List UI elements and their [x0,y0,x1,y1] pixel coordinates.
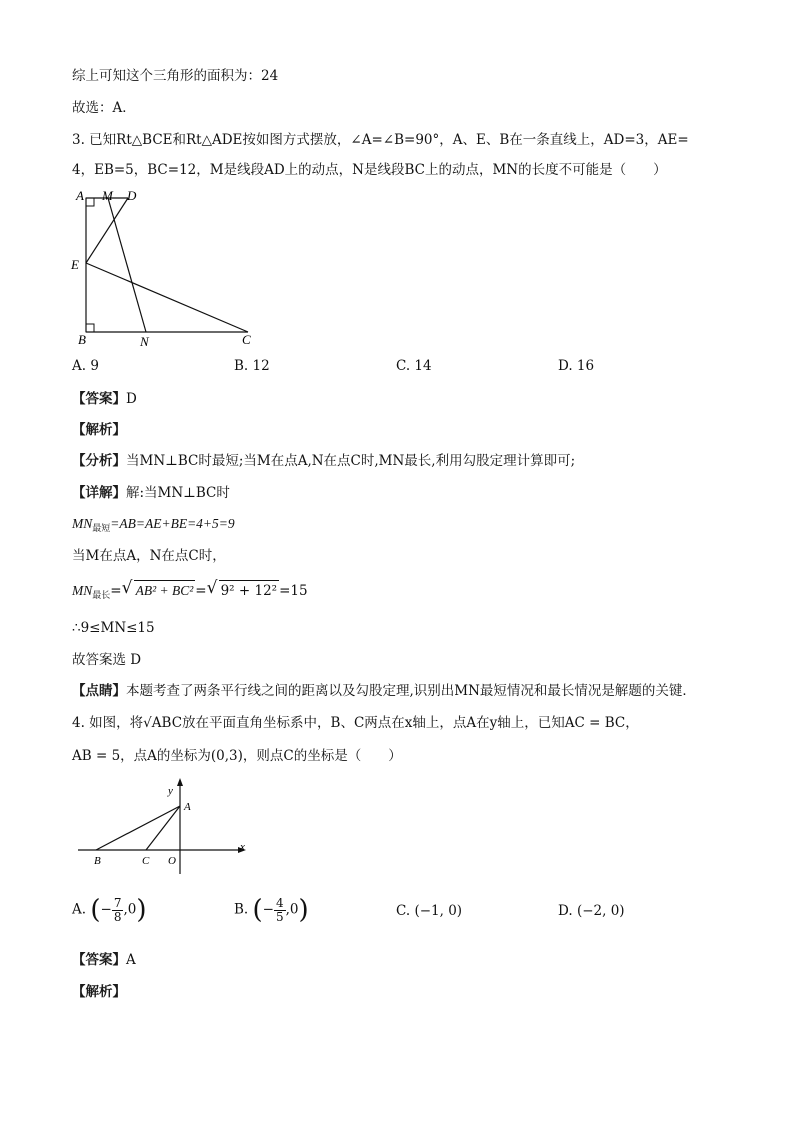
q3-label-c: C [242,332,251,347]
answer-value: D [126,391,137,407]
q4-option-b-den: 5 [275,909,284,924]
q4-option-d-value: (−2, 0) [576,903,625,919]
q4-option-b[interactable]: B. (− $\frac{4}{5}$ ,0) [234,895,309,925]
q4-option-b-label: B. [234,901,249,918]
q4-analysis-tag-text: 【解析】 [72,984,126,1000]
q4-option-b-sign: − [262,901,274,918]
fenxi-tag: 【分析】 [72,453,126,469]
xiangjie-text: 解:当MN⊥BC时 [126,485,230,501]
q3-dianjing [72,681,696,701]
q4-option-a-label: A. [72,901,87,918]
q4-option-a-den: 8 [113,909,122,924]
step1-sub: 最短 [92,524,111,534]
step1-right: =AB=AE+BE=4+5=9 [110,516,235,531]
q3-step1 [72,514,235,539]
q3-option-c[interactable]: C. 14 [396,358,432,374]
q3-label-a: A [76,188,84,203]
q3-option-b[interactable]: B. 12 [234,358,270,374]
q4-option-b-tail: ,0 [285,901,299,918]
xiangjie-tag: 【详解】 [72,485,126,501]
q4-option-b-num: 4 [275,895,284,910]
q4-answer [72,950,136,970]
q3-label-b: B [78,332,86,347]
q4-answer-tag: 【答案】 [72,952,126,968]
q4-option-a[interactable]: A. (− $\frac{7}{8}$ ,0) [72,895,147,925]
q3-step3: $MN_{最长}=$ √ AB² + BC² = √ 9² + 12² =15 [72,578,308,601]
q4-option-c-label: C. [396,903,411,919]
q3-text-line2: 4，EB=5，BC=12，M是线段AD上的动点，N是线段BC上的动点，MN的长度不可能是（ ） [72,162,667,178]
q4-option-c[interactable] [396,903,462,919]
q4-option-c-value: (−1, 0) [414,903,463,919]
q4-label-a: A [184,801,191,813]
q4-label-y: y [168,785,173,797]
q4-option-d-label: D. [558,903,573,919]
q3-step4: ∴9≤MN≤15 [72,620,155,636]
q3-xiangjie [72,483,230,503]
q4-text-line2: AB = 5，点A的坐标为(0,3)，则点C的坐标是（ ） [72,748,402,764]
q3-conclusion: 故答案选 D [72,652,142,668]
fenxi-text: 当MN⊥BC时最短;当M在点A,N在点C时,MN最长,利用勾股定理计算即可; [126,453,576,469]
q4-option-d[interactable] [558,903,625,919]
step3-radicand1: AB² + BC² [134,580,196,601]
answer-tag: 【答案】 [72,391,126,407]
q3-figure [62,186,282,348]
dianjing-text: 本题考查了两条平行线之间的距离以及勾股定理,识别出MN最短情况和最长情况是解题的关键． [126,683,696,699]
q4-figure [70,778,260,878]
q3-step2: 当M在点A，N在点C时， [72,548,226,564]
q4-answer-value: A [126,952,136,968]
step3-mn: MN [72,583,93,598]
dianjing-tag: 【点睛】 [72,683,126,699]
step3-sub: 最长 [92,591,111,601]
q4-analysis-tag [72,982,126,1002]
q4-label-c: C [142,855,150,867]
q4-option-a-num: 7 [113,895,122,910]
step3-result: =15 [279,583,308,599]
q4-label-b: B [94,855,101,867]
q4-option-a-tail: ,0 [123,901,137,918]
analysis-tag: 【解析】 [72,422,126,438]
q3-label-m: M [102,188,113,203]
q3-option-d[interactable]: D. 16 [558,358,595,374]
q3-fenxi [72,451,575,471]
q3-label-d: D [127,188,137,203]
q4-option-a-sign: − [100,901,112,918]
q3-label-e: E [71,257,79,272]
step1-mn: MN [72,516,93,531]
q3-answer [72,389,137,409]
q4-label-o: O [168,855,176,867]
q3-option-a[interactable]: A. 9 [72,358,99,374]
prev-choice: 故选：A． [72,100,136,116]
q4-text-line1: 4. 如图，将√ABC放在平面直角坐标系中，B、C两点在x轴上，点A在y轴上，已知AC = BC， [72,715,639,731]
q4-label-x: x [240,841,245,853]
step3-radicand2: 9² + 12² [219,580,280,601]
q3-label-n: N [140,334,149,348]
q3-analysis-tag [72,420,126,440]
q3-text-line1: 3. 已知Rt△BCE和Rt△ADE按如图方式摆放，∠A=∠B=90°，A、E、B在一条直线上，AD=3，AE= [72,132,689,148]
summary-line: 综上可知这个三角形的面积为：24 [72,68,279,84]
